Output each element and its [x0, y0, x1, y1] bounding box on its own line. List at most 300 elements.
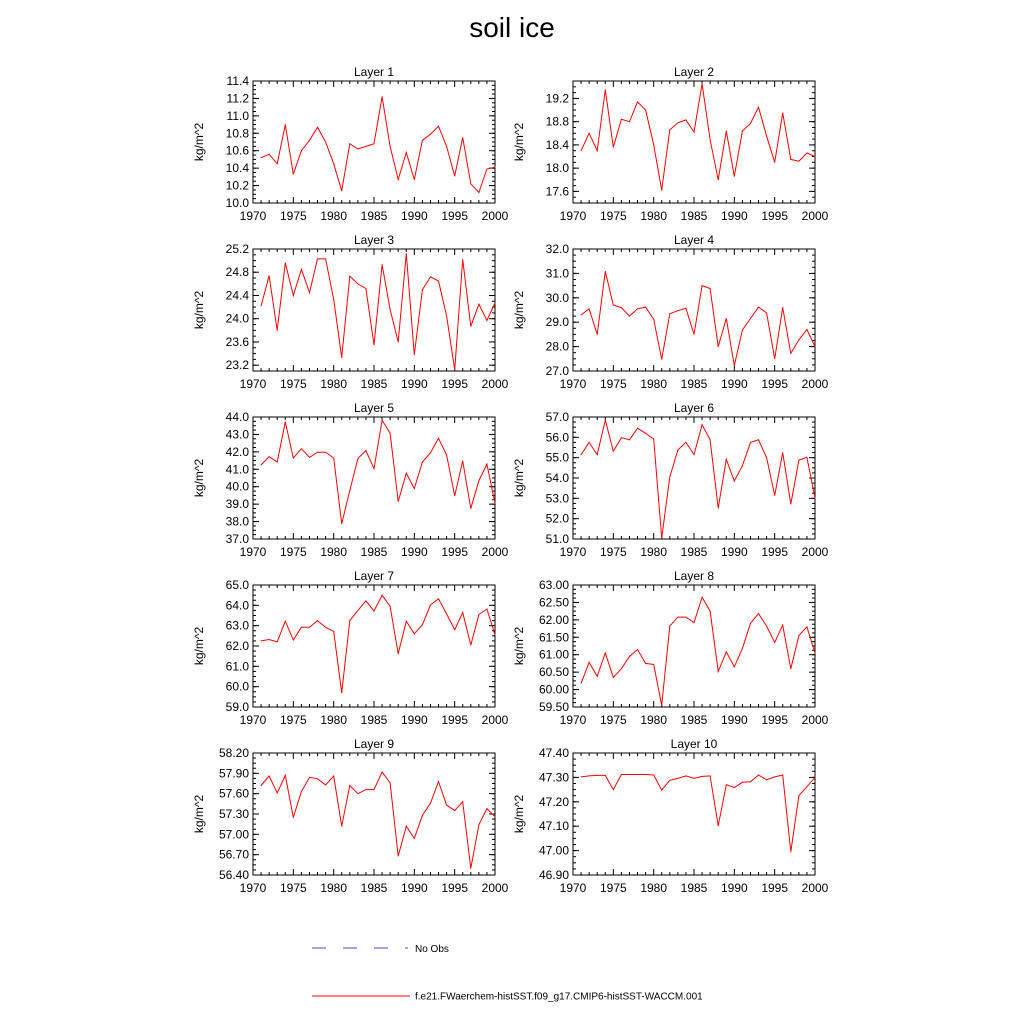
- data-point-4: [597, 334, 598, 335]
- y-tick-label: 41.0: [225, 462, 249, 477]
- data-point-6: [661, 537, 662, 538]
- y-axis-label-1: kg/m^2: [192, 122, 206, 162]
- x-tick-label: 1980: [640, 209, 668, 223]
- data-point-3: [309, 292, 310, 293]
- data-point-8: [661, 705, 662, 706]
- x-tick-label: 1975: [279, 545, 307, 559]
- data-point-6: [621, 437, 622, 438]
- data-point-2: [750, 123, 751, 124]
- data-point-3: [349, 276, 350, 277]
- data-point-9: [478, 824, 479, 825]
- data-point-6: [790, 504, 791, 505]
- panel-title-1: Layer 1: [353, 65, 395, 79]
- data-point-7: [446, 613, 447, 614]
- y-tick-label: 18.8: [545, 114, 569, 129]
- y-tick-label: 61.50: [538, 630, 569, 645]
- data-point-4: [790, 353, 791, 354]
- data-point-2: [677, 122, 678, 123]
- x-tick-label: 1980: [640, 377, 668, 391]
- data-point-8: [629, 656, 630, 657]
- y-tick-label: 65.0: [225, 578, 249, 592]
- data-point-2: [774, 162, 775, 163]
- data-point-1: [470, 183, 471, 184]
- y-tick-label: 11.4: [226, 74, 249, 88]
- y-tick-label: 63.00: [538, 578, 569, 592]
- data-point-7: [462, 612, 463, 613]
- data-point-10: [621, 774, 622, 775]
- data-point-2: [766, 136, 767, 137]
- data-point-6: [815, 498, 816, 499]
- data-point-9: [406, 826, 407, 827]
- y-tick-label: 44.0: [225, 410, 249, 424]
- x-tick-label: 1975: [599, 209, 627, 223]
- data-point-10: [589, 775, 590, 776]
- x-tick-label: 2000: [481, 713, 509, 727]
- y-tick-label: 37.0: [225, 532, 249, 546]
- data-point-7: [470, 644, 471, 645]
- data-point-6: [758, 439, 759, 440]
- data-point-3: [406, 253, 407, 254]
- data-point-4: [758, 307, 759, 308]
- y-tick-label: 57.00: [218, 827, 249, 842]
- data-point-7: [293, 639, 294, 640]
- data-point-3: [341, 357, 342, 358]
- data-point-3: [382, 264, 383, 265]
- data-point-6: [798, 460, 799, 461]
- data-point-1: [406, 152, 407, 153]
- y-tick-label: 47.40: [538, 746, 569, 760]
- x-tick-label: 1985: [680, 881, 708, 895]
- x-tick-label: 1985: [360, 545, 388, 559]
- y-tick-label: 57.60: [218, 786, 249, 801]
- x-tick-label: 1990: [720, 713, 748, 727]
- data-point-7: [414, 633, 415, 634]
- data-point-8: [815, 652, 816, 653]
- data-point-3: [478, 304, 479, 305]
- data-point-9: [438, 781, 439, 782]
- x-tick-label: 2000: [801, 209, 829, 223]
- data-point-5: [349, 490, 350, 491]
- data-point-3: [398, 341, 399, 342]
- data-point-7: [390, 606, 391, 607]
- data-point-10: [774, 776, 775, 777]
- data-point-9: [269, 776, 270, 777]
- y-tick-label: 61.00: [538, 647, 569, 662]
- plot-frame-7: [253, 585, 495, 707]
- x-tick-label: 1975: [599, 881, 627, 895]
- data-point-5: [462, 460, 463, 461]
- data-point-6: [702, 424, 703, 425]
- data-point-7: [309, 627, 310, 628]
- x-tick-label: 1985: [680, 209, 708, 223]
- data-point-8: [806, 626, 807, 627]
- x-tick-label: 1970: [559, 209, 587, 223]
- x-tick-label: 2000: [801, 545, 829, 559]
- data-point-1: [269, 154, 270, 155]
- y-tick-label: 11.2: [226, 91, 249, 106]
- data-point-2: [589, 133, 590, 134]
- series-line-1: [261, 97, 495, 193]
- x-tick-label: 1970: [239, 545, 267, 559]
- data-point-4: [815, 346, 816, 347]
- data-point-4: [806, 329, 807, 330]
- y-axis-label-8: kg/m^2: [512, 626, 526, 666]
- data-point-5: [317, 452, 318, 453]
- data-point-5: [478, 480, 479, 481]
- y-axis-label-3: kg/m^2: [192, 290, 206, 330]
- data-point-7: [325, 627, 326, 628]
- y-tick-label: 19.2: [545, 91, 569, 106]
- y-tick-label: 46.90: [538, 868, 569, 882]
- data-point-5: [486, 464, 487, 465]
- y-axis-label-9: kg/m^2: [192, 794, 206, 834]
- x-tick-label: 1995: [761, 377, 789, 391]
- data-point-8: [597, 676, 598, 677]
- data-point-2: [798, 161, 799, 162]
- data-point-10: [637, 774, 638, 775]
- y-tick-label: 64.0: [225, 598, 249, 613]
- x-tick-label: 1980: [320, 713, 348, 727]
- data-point-10: [750, 781, 751, 782]
- data-point-3: [374, 344, 375, 345]
- data-point-3: [470, 326, 471, 327]
- data-point-10: [790, 851, 791, 852]
- data-point-2: [806, 153, 807, 154]
- x-tick-label: 1990: [400, 209, 428, 223]
- y-tick-label: 53.0: [545, 491, 569, 506]
- data-point-8: [645, 663, 646, 664]
- x-tick-label: 1990: [400, 545, 428, 559]
- y-tick-label: 57.0: [545, 410, 569, 424]
- data-point-4: [669, 313, 670, 314]
- data-point-1: [301, 150, 302, 151]
- data-point-4: [661, 359, 662, 360]
- data-point-4: [710, 288, 711, 289]
- y-axis-label-6: kg/m^2: [512, 458, 526, 498]
- legend-obs-label: No Obs: [415, 944, 449, 955]
- y-tick-label: 56.40: [218, 868, 249, 882]
- data-point-7: [438, 598, 439, 599]
- data-point-4: [677, 310, 678, 311]
- data-point-8: [669, 626, 670, 627]
- x-tick-label: 1975: [599, 545, 627, 559]
- data-point-9: [301, 791, 302, 792]
- data-point-2: [629, 121, 630, 122]
- data-point-5: [495, 503, 496, 504]
- series-line-7: [261, 595, 495, 693]
- plot-frame-9: [253, 753, 495, 875]
- y-tick-label: 47.20: [538, 794, 569, 809]
- x-tick-label: 1995: [441, 881, 469, 895]
- data-point-6: [613, 451, 614, 452]
- x-tick-label: 1990: [720, 545, 748, 559]
- panel-title-5: Layer 5: [353, 401, 395, 415]
- y-tick-label: 31.0: [545, 266, 569, 281]
- y-tick-label: 17.6: [545, 184, 569, 199]
- y-tick-label: 54.0: [545, 471, 569, 485]
- data-point-9: [285, 775, 286, 776]
- data-point-1: [438, 126, 439, 127]
- data-point-8: [758, 613, 759, 614]
- data-point-5: [325, 452, 326, 453]
- x-tick-label: 1995: [761, 209, 789, 223]
- data-point-5: [430, 452, 431, 453]
- data-point-7: [398, 653, 399, 654]
- data-point-1: [430, 134, 431, 135]
- data-point-4: [605, 271, 606, 272]
- y-tick-label: 52.0: [545, 511, 569, 526]
- x-tick-label: 1970: [559, 377, 587, 391]
- series-line-6: [581, 420, 815, 538]
- x-tick-label: 1980: [640, 881, 668, 895]
- x-tick-label: 1975: [599, 713, 627, 727]
- data-point-4: [702, 285, 703, 286]
- plot-frame-4: [573, 249, 815, 371]
- y-axis-label-2: kg/m^2: [512, 122, 526, 162]
- data-point-2: [702, 83, 703, 84]
- series-line-9: [261, 772, 495, 868]
- series-line-4: [581, 271, 815, 365]
- x-tick-label: 1970: [239, 377, 267, 391]
- data-point-9: [374, 789, 375, 790]
- series-line-5: [261, 420, 495, 524]
- y-tick-label: 23.6: [225, 334, 249, 349]
- y-tick-label: 39.0: [225, 497, 249, 512]
- data-point-8: [726, 651, 727, 652]
- data-point-9: [317, 778, 318, 779]
- y-tick-label: 27.0: [545, 364, 569, 378]
- data-point-10: [726, 784, 727, 785]
- data-point-3: [430, 276, 431, 277]
- data-point-2: [597, 150, 598, 151]
- data-point-3: [454, 369, 455, 370]
- data-point-7: [454, 629, 455, 630]
- data-point-4: [718, 346, 719, 347]
- data-point-7: [478, 614, 479, 615]
- y-tick-label: 58.20: [218, 746, 249, 760]
- data-point-9: [486, 808, 487, 809]
- panel-title-3: Layer 3: [353, 233, 395, 247]
- data-point-3: [285, 262, 286, 263]
- data-point-2: [685, 119, 686, 120]
- x-tick-label: 1970: [559, 881, 587, 895]
- data-point-8: [750, 623, 751, 624]
- data-point-9: [398, 856, 399, 857]
- y-tick-label: 62.0: [225, 639, 249, 653]
- y-tick-label: 51.0: [545, 532, 569, 546]
- data-point-1: [414, 179, 415, 180]
- data-point-6: [629, 439, 630, 440]
- data-point-2: [694, 132, 695, 133]
- data-point-3: [333, 299, 334, 300]
- x-tick-label: 1995: [761, 713, 789, 727]
- data-point-5: [301, 448, 302, 449]
- data-point-7: [349, 620, 350, 621]
- x-tick-label: 1990: [720, 377, 748, 391]
- data-point-2: [613, 147, 614, 148]
- data-point-7: [406, 621, 407, 622]
- y-tick-label: 63.0: [225, 618, 249, 633]
- data-point-6: [677, 449, 678, 450]
- y-tick-label: 60.0: [225, 679, 249, 694]
- x-tick-label: 1975: [279, 713, 307, 727]
- data-point-10: [661, 790, 662, 791]
- data-point-8: [702, 597, 703, 598]
- data-point-1: [462, 137, 463, 138]
- data-point-3: [277, 330, 278, 331]
- data-point-4: [581, 314, 582, 315]
- data-point-6: [694, 454, 695, 455]
- data-point-7: [269, 639, 270, 640]
- page-title: soil ice: [469, 12, 555, 43]
- data-point-3: [446, 315, 447, 316]
- data-point-6: [774, 495, 775, 496]
- data-point-3: [414, 354, 415, 355]
- data-point-9: [454, 810, 455, 811]
- data-point-2: [734, 176, 735, 177]
- data-point-1: [398, 179, 399, 180]
- data-point-3: [495, 303, 496, 304]
- x-tick-label: 1985: [360, 713, 388, 727]
- x-tick-label: 1970: [559, 545, 587, 559]
- y-tick-label: 32.0: [545, 242, 569, 256]
- data-point-3: [462, 259, 463, 260]
- data-point-6: [669, 476, 670, 477]
- data-point-6: [581, 454, 582, 455]
- x-tick-label: 1970: [559, 713, 587, 727]
- data-point-4: [685, 308, 686, 309]
- data-point-2: [718, 179, 719, 180]
- data-point-9: [261, 785, 262, 786]
- data-point-10: [613, 789, 614, 790]
- data-point-2: [653, 144, 654, 145]
- data-point-8: [766, 626, 767, 627]
- data-point-2: [669, 129, 670, 130]
- data-point-2: [581, 150, 582, 151]
- y-axis-label-7: kg/m^2: [192, 626, 206, 666]
- plot-frame-8: [573, 585, 815, 707]
- data-point-7: [317, 620, 318, 621]
- x-tick-label: 1980: [320, 209, 348, 223]
- x-tick-label: 1970: [239, 881, 267, 895]
- x-tick-label: 1990: [400, 881, 428, 895]
- x-tick-label: 2000: [801, 377, 829, 391]
- data-point-10: [798, 795, 799, 796]
- y-tick-label: 29.0: [545, 315, 569, 330]
- data-point-6: [637, 428, 638, 429]
- y-tick-label: 24.0: [225, 311, 249, 326]
- data-point-1: [454, 175, 455, 176]
- data-point-9: [333, 776, 334, 777]
- x-tick-label: 1990: [400, 713, 428, 727]
- data-point-4: [653, 319, 654, 320]
- data-point-8: [581, 683, 582, 684]
- data-point-3: [325, 258, 326, 259]
- x-tick-label: 1980: [320, 545, 348, 559]
- data-point-7: [301, 627, 302, 628]
- x-tick-label: 1980: [640, 713, 668, 727]
- data-point-7: [495, 634, 496, 635]
- data-point-2: [637, 101, 638, 102]
- x-tick-label: 1995: [441, 209, 469, 223]
- x-tick-label: 1985: [680, 713, 708, 727]
- y-tick-label: 61.0: [225, 659, 249, 674]
- y-tick-label: 56.0: [545, 430, 569, 445]
- data-point-1: [293, 174, 294, 175]
- data-point-8: [605, 652, 606, 653]
- data-point-8: [653, 664, 654, 665]
- panel-title-2: Layer 2: [673, 65, 715, 79]
- data-point-2: [605, 89, 606, 90]
- x-tick-label: 1995: [441, 545, 469, 559]
- data-point-1: [325, 142, 326, 143]
- x-tick-label: 1980: [320, 881, 348, 895]
- data-point-7: [341, 692, 342, 693]
- y-tick-label: 38.0: [225, 514, 249, 529]
- x-tick-label: 1975: [279, 377, 307, 391]
- data-point-4: [734, 365, 735, 366]
- data-point-5: [333, 457, 334, 458]
- x-tick-label: 1990: [720, 881, 748, 895]
- y-tick-label: 47.30: [538, 770, 569, 785]
- data-point-1: [277, 163, 278, 164]
- x-tick-label: 2000: [481, 209, 509, 223]
- x-tick-label: 1990: [400, 377, 428, 391]
- data-point-6: [605, 420, 606, 421]
- data-point-10: [806, 786, 807, 787]
- x-tick-label: 1985: [680, 377, 708, 391]
- panel-title-9: Layer 9: [353, 737, 395, 751]
- data-point-6: [710, 439, 711, 440]
- data-point-3: [390, 309, 391, 310]
- data-point-6: [589, 442, 590, 443]
- data-point-10: [653, 774, 654, 775]
- x-tick-label: 2000: [801, 881, 829, 895]
- data-point-3: [293, 295, 294, 296]
- data-point-5: [398, 501, 399, 502]
- data-point-10: [685, 775, 686, 776]
- x-tick-label: 1995: [441, 713, 469, 727]
- data-point-9: [430, 803, 431, 804]
- panel-title-8: Layer 8: [673, 569, 715, 583]
- panel-title-10: Layer 10: [670, 737, 718, 751]
- data-point-1: [349, 143, 350, 144]
- data-point-9: [446, 805, 447, 806]
- y-tick-label: 62.50: [538, 595, 569, 610]
- data-point-4: [766, 312, 767, 313]
- plot-frame-2: [573, 81, 815, 203]
- data-point-10: [766, 779, 767, 780]
- data-point-6: [718, 508, 719, 509]
- data-point-7: [430, 604, 431, 605]
- data-point-5: [357, 458, 358, 459]
- x-tick-label: 1970: [239, 713, 267, 727]
- data-point-9: [470, 868, 471, 869]
- data-point-6: [685, 442, 686, 443]
- y-tick-label: 23.2: [225, 358, 249, 373]
- data-point-2: [726, 130, 727, 131]
- data-point-4: [742, 330, 743, 331]
- data-point-1: [422, 140, 423, 141]
- data-point-8: [790, 668, 791, 669]
- data-point-4: [750, 318, 751, 319]
- data-point-1: [486, 169, 487, 170]
- data-point-3: [486, 320, 487, 321]
- data-point-8: [685, 617, 686, 618]
- data-point-2: [815, 156, 816, 157]
- data-point-7: [422, 624, 423, 625]
- data-point-4: [637, 308, 638, 309]
